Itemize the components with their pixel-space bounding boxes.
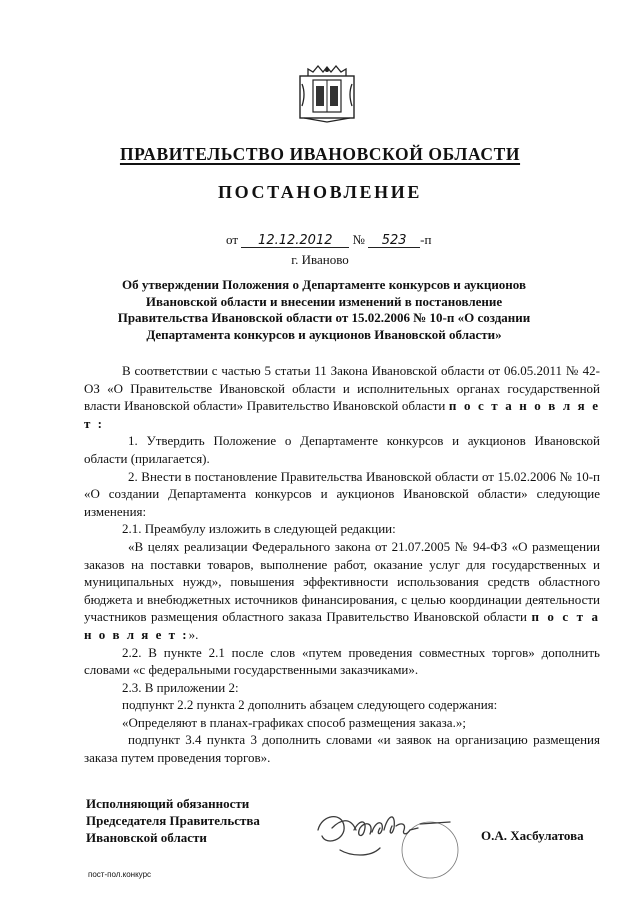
document-number: 523 bbox=[368, 234, 420, 248]
number-suffix: -п bbox=[420, 232, 432, 247]
intro-text: В соответствии с частью 5 статьи 11 Закона Ивановской области от 06.05.2011 № 42-ОЗ «О Правительстве Ивановской области и исполнительных органах государственной власти Ивановской области» Правительство Ивановской области bbox=[84, 363, 600, 414]
subject-line: Об утверждении Положения о Департаменте конкурсов и аукционов bbox=[122, 277, 526, 292]
quote-text: «В целях реализации Федерального закона от 21.07.2005 № 94-ФЗ «О размещении заказов на поставки товаров, выполнение работ, оказание услуг для государственных и муниципальных нужд», повышения эффективности использования средств областного бюджета и внебюджетных источников финансирования, с целью координации деятельности участников размещения областного заказа Правительство Ивановской области bbox=[84, 538, 600, 625]
body-paragraph: «Определяют в планах-графиках способ размещения заказа.»; bbox=[122, 714, 466, 730]
body-paragraph bbox=[84, 538, 600, 644]
date-prefix: от bbox=[226, 232, 239, 247]
document-subject bbox=[84, 277, 564, 343]
signatory-title-line: Исполняющий обязанности bbox=[86, 796, 250, 811]
document-type: ПОСТАНОВЛЕНИЕ bbox=[218, 182, 422, 202]
body-paragraph: 2.3. В приложении 2: bbox=[122, 679, 239, 695]
body-paragraph: 2.1. Преамбулу изложить в следующей редакции: bbox=[122, 521, 396, 537]
subject-line: Правительства Ивановской области от 15.02.2006 № 10-п «О создании bbox=[117, 310, 531, 325]
subject-line: Ивановской области и внесении изменений в постановление bbox=[145, 293, 503, 309]
document-body bbox=[84, 362, 600, 767]
subject-line: Департамента конкурсов и аукционов Ивановской области» bbox=[146, 326, 502, 342]
signatory-title-line: Ивановской области bbox=[86, 830, 207, 845]
document-date: 12.12.2012 bbox=[241, 234, 349, 248]
document-number-line bbox=[226, 232, 431, 248]
resolves-word: п о с т а н о в л я е т : bbox=[84, 398, 600, 431]
body-paragraph: подпункт 2.2 пункта 2 дополнить абзацем следующего содержания: bbox=[122, 697, 498, 713]
resolves-word: п о с т а н о в л я е т : bbox=[84, 609, 600, 642]
footer-note: пост-пол.конкурс bbox=[88, 870, 152, 879]
handwritten-signature bbox=[310, 800, 485, 880]
body-paragraph bbox=[84, 362, 600, 432]
number-prefix: № bbox=[352, 232, 365, 247]
signatory-title bbox=[86, 795, 260, 846]
quote-end: ». bbox=[188, 626, 199, 642]
government-title: ПРАВИТЕЛЬСТВО ИВАНОВСКОЙ ОБЛАСТИ bbox=[119, 144, 521, 164]
body-paragraph: 2.2. В пункте 2.1 после слов «путем проведения совместных торгов» дополнить словами «с федеральными государственными заказчиками». bbox=[84, 644, 600, 678]
city: г. Иваново bbox=[291, 252, 349, 267]
body-paragraph: 2. Внести в постановление Правительства Ивановской области от 15.02.2006 № 10-п «О создании Департамента конкурсов и аукционов Ивановской области» следующие изменения: bbox=[84, 468, 600, 519]
body-paragraph: 1. Утвердить Положение о Департаменте конкурсов и аукционов Ивановской области (прилагается). bbox=[84, 433, 600, 466]
body-paragraph: подпункт 3.4 пункта 3 дополнить словами «и заявок на организацию размещения заказа путем проведения торгов». bbox=[84, 732, 600, 766]
signatory-name: О.А. Хасбулатова bbox=[481, 828, 584, 843]
signatory-title-line: Председателя Правительства bbox=[86, 813, 260, 828]
coat-of-arms-icon bbox=[296, 62, 358, 124]
